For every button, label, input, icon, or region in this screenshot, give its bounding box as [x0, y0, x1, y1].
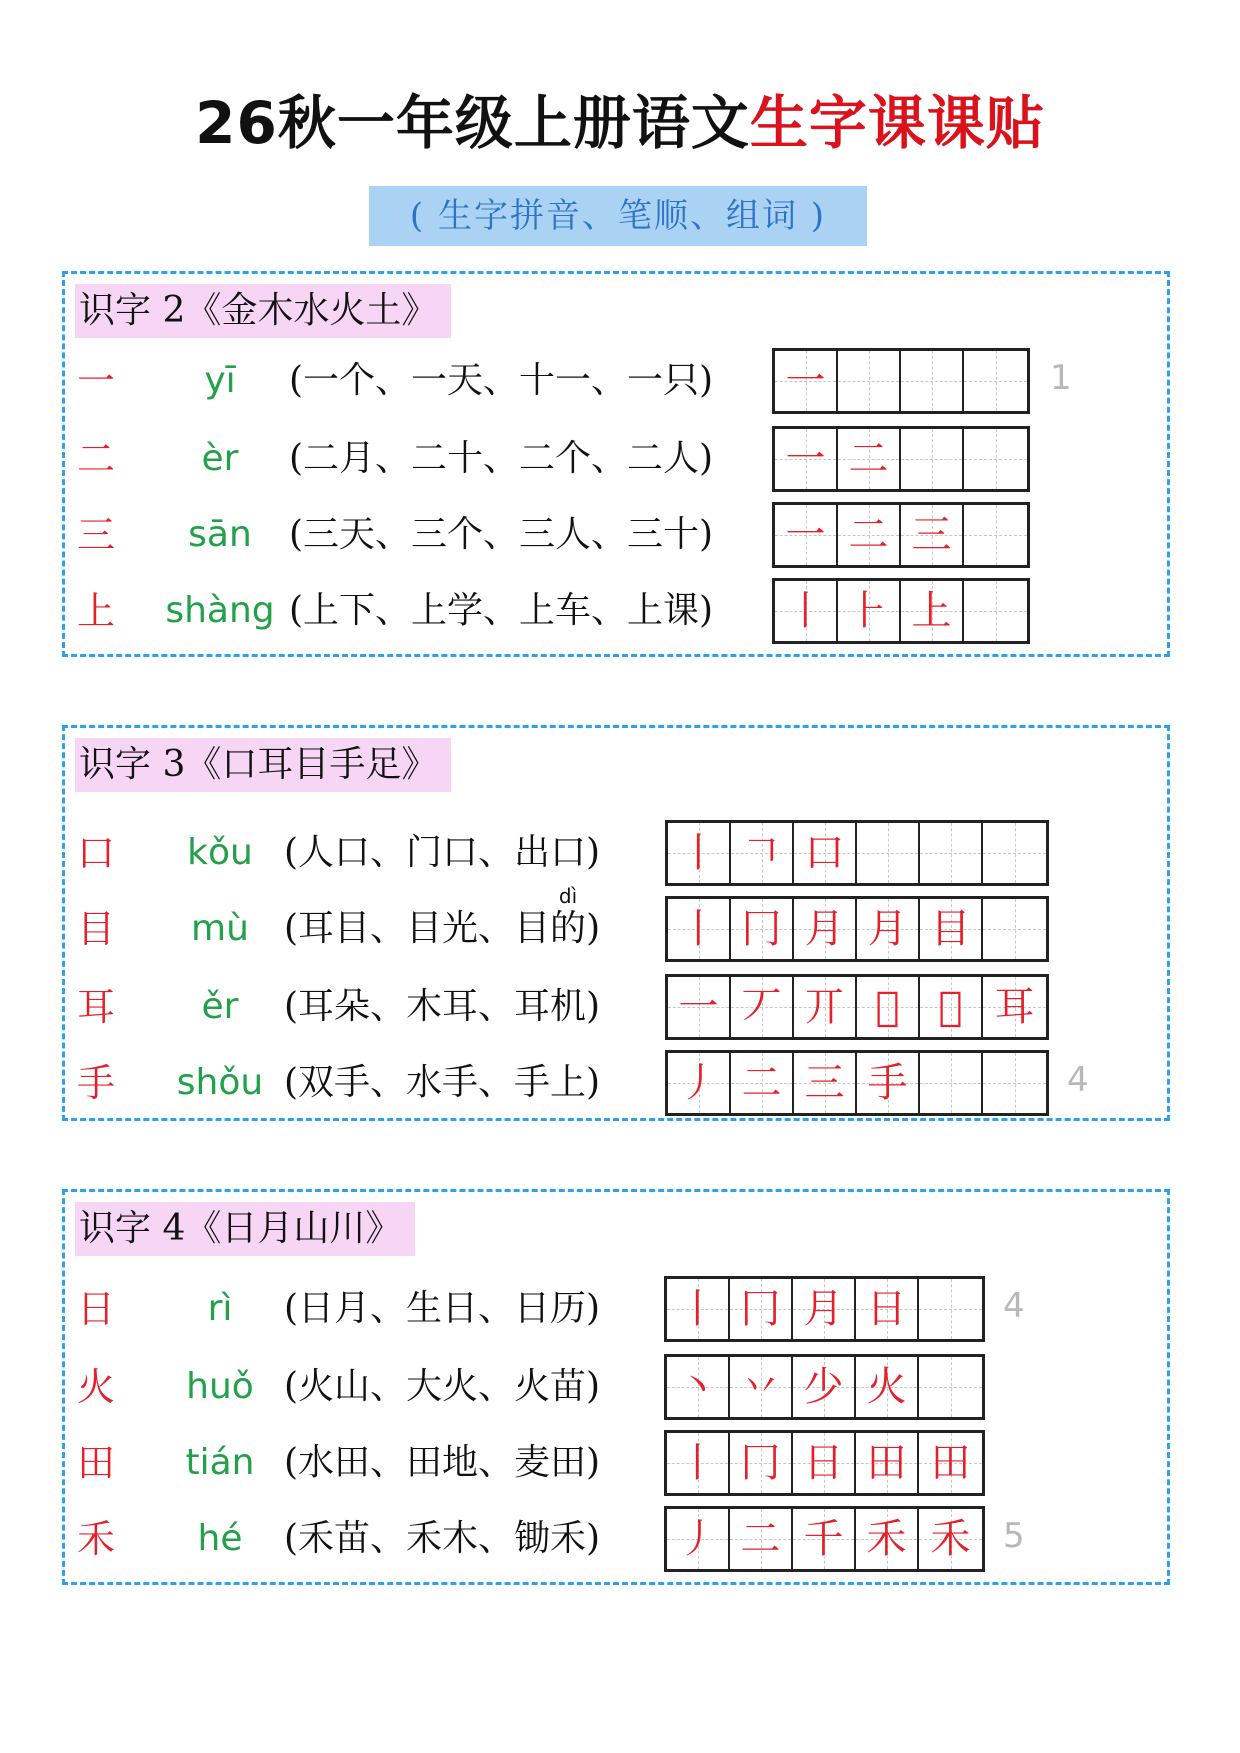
stroke-cell [901, 351, 964, 411]
stroke-step: 少 [803, 1364, 844, 1410]
stroke-cell [668, 823, 731, 883]
stroke-step: 丨 [678, 906, 719, 952]
character-row [65, 974, 1167, 1040]
character-row [65, 426, 1167, 492]
word-group-text: (耳目、目光、目 [284, 908, 551, 949]
stroke-cell [983, 977, 1046, 1037]
new-character: 日 [77, 1287, 116, 1331]
stroke-step [964, 351, 1027, 411]
stroke-cell [856, 1279, 919, 1339]
stroke-cell [901, 505, 964, 565]
word-group: (三天、三个、三人、三十) [289, 514, 714, 555]
stroke-step: 三 [804, 1060, 845, 1106]
stroke-step: 田 [866, 1440, 907, 1486]
stroke-cell [856, 1357, 919, 1417]
pinyin: shàng [165, 590, 275, 631]
character-row [65, 1050, 1167, 1116]
stroke-step [964, 581, 1027, 641]
word-group: (日月、生日、日历) [284, 1288, 601, 1329]
word-group: (二月、二十、二个、二人) [289, 438, 714, 479]
section-title: 识字 2《金木水火土》 [75, 284, 451, 338]
stroke-step [964, 429, 1027, 489]
new-character: 口 [77, 831, 116, 875]
section-title: 识字 4《日月山川》 [75, 1202, 415, 1256]
character-row [65, 820, 1167, 886]
stroke-cell [730, 1509, 793, 1569]
stroke-step: 千 [803, 1516, 844, 1562]
stroke-cell [920, 899, 983, 959]
new-character: 禾 [77, 1517, 116, 1561]
stroke-cell [667, 1279, 730, 1339]
stroke-cell [794, 977, 857, 1037]
stroke-step [983, 823, 1046, 883]
lesson-section [62, 271, 1170, 657]
new-character: 目 [77, 907, 116, 951]
stroke-cell [794, 899, 857, 959]
stroke-step: 冂 [741, 906, 782, 952]
stroke-step [920, 823, 981, 883]
stroke-cell [793, 1357, 856, 1417]
stroke-step: 丨 [785, 588, 826, 634]
page-number: 5 [1003, 1516, 1025, 1556]
stroke-cell [667, 1509, 730, 1569]
stroke-cell [857, 977, 920, 1037]
stroke-order-grid [664, 1430, 985, 1496]
stroke-order-grid [665, 896, 1049, 962]
stroke-step [919, 1279, 982, 1339]
page-title [0, 78, 1240, 168]
word-group: (人口、门口、出口) [284, 832, 601, 873]
character-row [65, 1506, 1167, 1572]
stroke-step: 日 [803, 1440, 844, 1486]
stroke-cell [857, 899, 920, 959]
stroke-step: 冂 [740, 1440, 781, 1486]
stroke-step: 二 [848, 436, 889, 482]
character-row [65, 578, 1167, 644]
stroke-step: 丶 [677, 1364, 718, 1410]
stroke-cell [731, 977, 794, 1037]
stroke-cell [856, 1433, 919, 1493]
stroke-step [901, 351, 962, 411]
character-row [65, 1276, 1167, 1342]
stroke-step [838, 351, 899, 411]
stroke-cell [775, 581, 838, 641]
stroke-step [964, 505, 1027, 565]
pinyin: shǒu [176, 1062, 264, 1103]
stroke-step: 二 [848, 512, 889, 558]
stroke-cell [919, 1279, 982, 1339]
stroke-order-grid [665, 1050, 1049, 1116]
stroke-cell [983, 1053, 1046, 1113]
stroke-step: 丨 [677, 1440, 718, 1486]
pinyin: kǒu [187, 832, 253, 873]
pinyin: huǒ [186, 1366, 254, 1407]
lesson-section [62, 1189, 1170, 1585]
stroke-step: 𠀆 [938, 984, 963, 1030]
stroke-cell [919, 1433, 982, 1493]
stroke-cell [730, 1357, 793, 1417]
stroke-step: 丨 [678, 830, 719, 876]
stroke-cell [983, 823, 1046, 883]
stroke-order-grid [665, 820, 1049, 886]
stroke-cell [793, 1509, 856, 1569]
pinyin: tián [185, 1442, 255, 1483]
stroke-cell [668, 977, 731, 1037]
stroke-step: 二 [740, 1516, 781, 1562]
title-highlight: 生字课课贴 [749, 89, 1045, 157]
stroke-cell [668, 1053, 731, 1113]
stroke-cell [964, 581, 1027, 641]
stroke-order-grid [664, 1354, 985, 1420]
stroke-cell [901, 581, 964, 641]
stroke-step: 月 [867, 906, 908, 952]
stroke-step: 一 [785, 512, 826, 558]
stroke-cell [964, 505, 1027, 565]
stroke-step: 𠃍 [741, 830, 782, 876]
stroke-step: 日 [866, 1286, 907, 1332]
new-character: 上 [77, 589, 116, 633]
stroke-step: 耳 [994, 984, 1035, 1030]
new-character: 手 [77, 1061, 116, 1105]
new-character: 火 [77, 1365, 116, 1409]
stroke-cell [793, 1433, 856, 1493]
stroke-order-grid [664, 1506, 985, 1572]
stroke-step [983, 1053, 1046, 1113]
stroke-step: 丆 [741, 984, 782, 1030]
stroke-step [901, 429, 962, 489]
stroke-step: 目 [930, 906, 971, 952]
stroke-cell [775, 351, 838, 411]
page-number: 4 [1067, 1060, 1089, 1100]
stroke-cell [901, 429, 964, 489]
word-group: (耳朵、木耳、耳机) [284, 986, 601, 1027]
stroke-step: 冂 [740, 1286, 781, 1332]
pinyin: yī [204, 360, 236, 401]
lesson-section [62, 725, 1170, 1121]
stroke-step: 丷 [740, 1364, 781, 1410]
stroke-step [920, 1053, 981, 1113]
new-character: 一 [77, 359, 116, 403]
stroke-cell [919, 1357, 982, 1417]
title-main: 26秋一年级上册语文 [195, 89, 750, 157]
character-row [65, 502, 1167, 568]
stroke-step: 丿 [678, 1060, 719, 1106]
word-group: (上下、上学、上车、上课) [289, 590, 714, 631]
stroke-cell [838, 351, 901, 411]
stroke-order-grid [665, 974, 1049, 1040]
pinyin: mù [191, 908, 249, 949]
character-row [65, 1354, 1167, 1420]
subtitle-banner: ( 生字拼音、笔顺、组词 ) [369, 186, 867, 246]
stroke-cell [775, 505, 838, 565]
stroke-step: 上 [911, 588, 952, 634]
stroke-step [857, 823, 918, 883]
new-character: 耳 [77, 985, 116, 1029]
stroke-cell [857, 1053, 920, 1113]
stroke-cell [793, 1279, 856, 1339]
stroke-cell [730, 1279, 793, 1339]
stroke-cell [667, 1433, 730, 1493]
stroke-cell [667, 1357, 730, 1417]
stroke-step: 月 [803, 1286, 844, 1332]
pinyin-annotation: dì [558, 884, 578, 908]
stroke-step [919, 1357, 982, 1417]
stroke-cell [668, 899, 731, 959]
stroke-cell [920, 1053, 983, 1113]
word-group: (火山、大火、火苗) [284, 1366, 601, 1407]
word-group: (禾苗、禾木、锄禾) [284, 1518, 601, 1559]
stroke-cell [838, 505, 901, 565]
stroke-cell [856, 1509, 919, 1569]
word-group: (一个、一天、十一、一只) [289, 360, 714, 401]
pinyin: ěr [201, 986, 239, 1027]
page-number: 1 [1050, 358, 1072, 398]
new-character: 三 [77, 513, 116, 557]
stroke-cell [920, 977, 983, 1037]
pinyin: èr [201, 438, 239, 479]
word-group-text: ) [586, 908, 601, 949]
character-row [65, 884, 1167, 962]
stroke-step: ⺊ [848, 588, 889, 634]
word-group: (水田、田地、麦田) [284, 1442, 601, 1483]
stroke-cell [857, 823, 920, 883]
stroke-order-grid [772, 348, 1030, 414]
stroke-step: 丌 [804, 984, 845, 1030]
annotated-character-text: 的 [550, 908, 587, 949]
stroke-cell [794, 823, 857, 883]
stroke-step: 火 [866, 1364, 907, 1410]
stroke-step: 丿 [677, 1516, 718, 1562]
stroke-cell [731, 823, 794, 883]
stroke-cell [964, 429, 1027, 489]
stroke-order-grid [772, 426, 1030, 492]
stroke-cell [983, 899, 1046, 959]
stroke-cell [920, 823, 983, 883]
stroke-cell [775, 429, 838, 489]
stroke-cell [794, 1053, 857, 1113]
stroke-cell [838, 581, 901, 641]
new-character: 田 [77, 1441, 116, 1485]
stroke-step: 二 [741, 1060, 782, 1106]
character-row [65, 348, 1167, 414]
pinyin: rì [207, 1288, 233, 1329]
character-row [65, 1430, 1167, 1496]
stroke-step [983, 899, 1046, 959]
stroke-order-grid [664, 1276, 985, 1342]
stroke-cell [730, 1433, 793, 1493]
stroke-cell [731, 1053, 794, 1113]
word-group: (双手、水手、手上) [284, 1062, 601, 1103]
stroke-step: 𠀆 [875, 984, 900, 1030]
stroke-step: 禾 [930, 1516, 971, 1562]
stroke-step: 口 [804, 830, 845, 876]
stroke-step: 一 [785, 436, 826, 482]
stroke-step: 月 [804, 906, 845, 952]
annotated-character [550, 884, 587, 962]
pinyin: hé [197, 1518, 243, 1559]
stroke-order-grid [772, 502, 1030, 568]
stroke-step: 一 [678, 984, 719, 1030]
pinyin: sān [188, 514, 252, 555]
stroke-cell [919, 1509, 982, 1569]
stroke-step: 丨 [677, 1286, 718, 1332]
stroke-cell [838, 429, 901, 489]
stroke-step: 一 [785, 358, 826, 404]
stroke-step: 三 [911, 512, 952, 558]
stroke-cell [731, 899, 794, 959]
section-title: 识字 3《口耳目手足》 [75, 738, 451, 792]
word-group [284, 884, 601, 962]
stroke-cell [964, 351, 1027, 411]
stroke-step: 禾 [866, 1516, 907, 1562]
stroke-order-grid [772, 578, 1030, 644]
new-character: 二 [77, 437, 116, 481]
stroke-step: 田 [930, 1440, 971, 1486]
page-number: 4 [1003, 1286, 1025, 1326]
stroke-step: 手 [867, 1060, 908, 1106]
